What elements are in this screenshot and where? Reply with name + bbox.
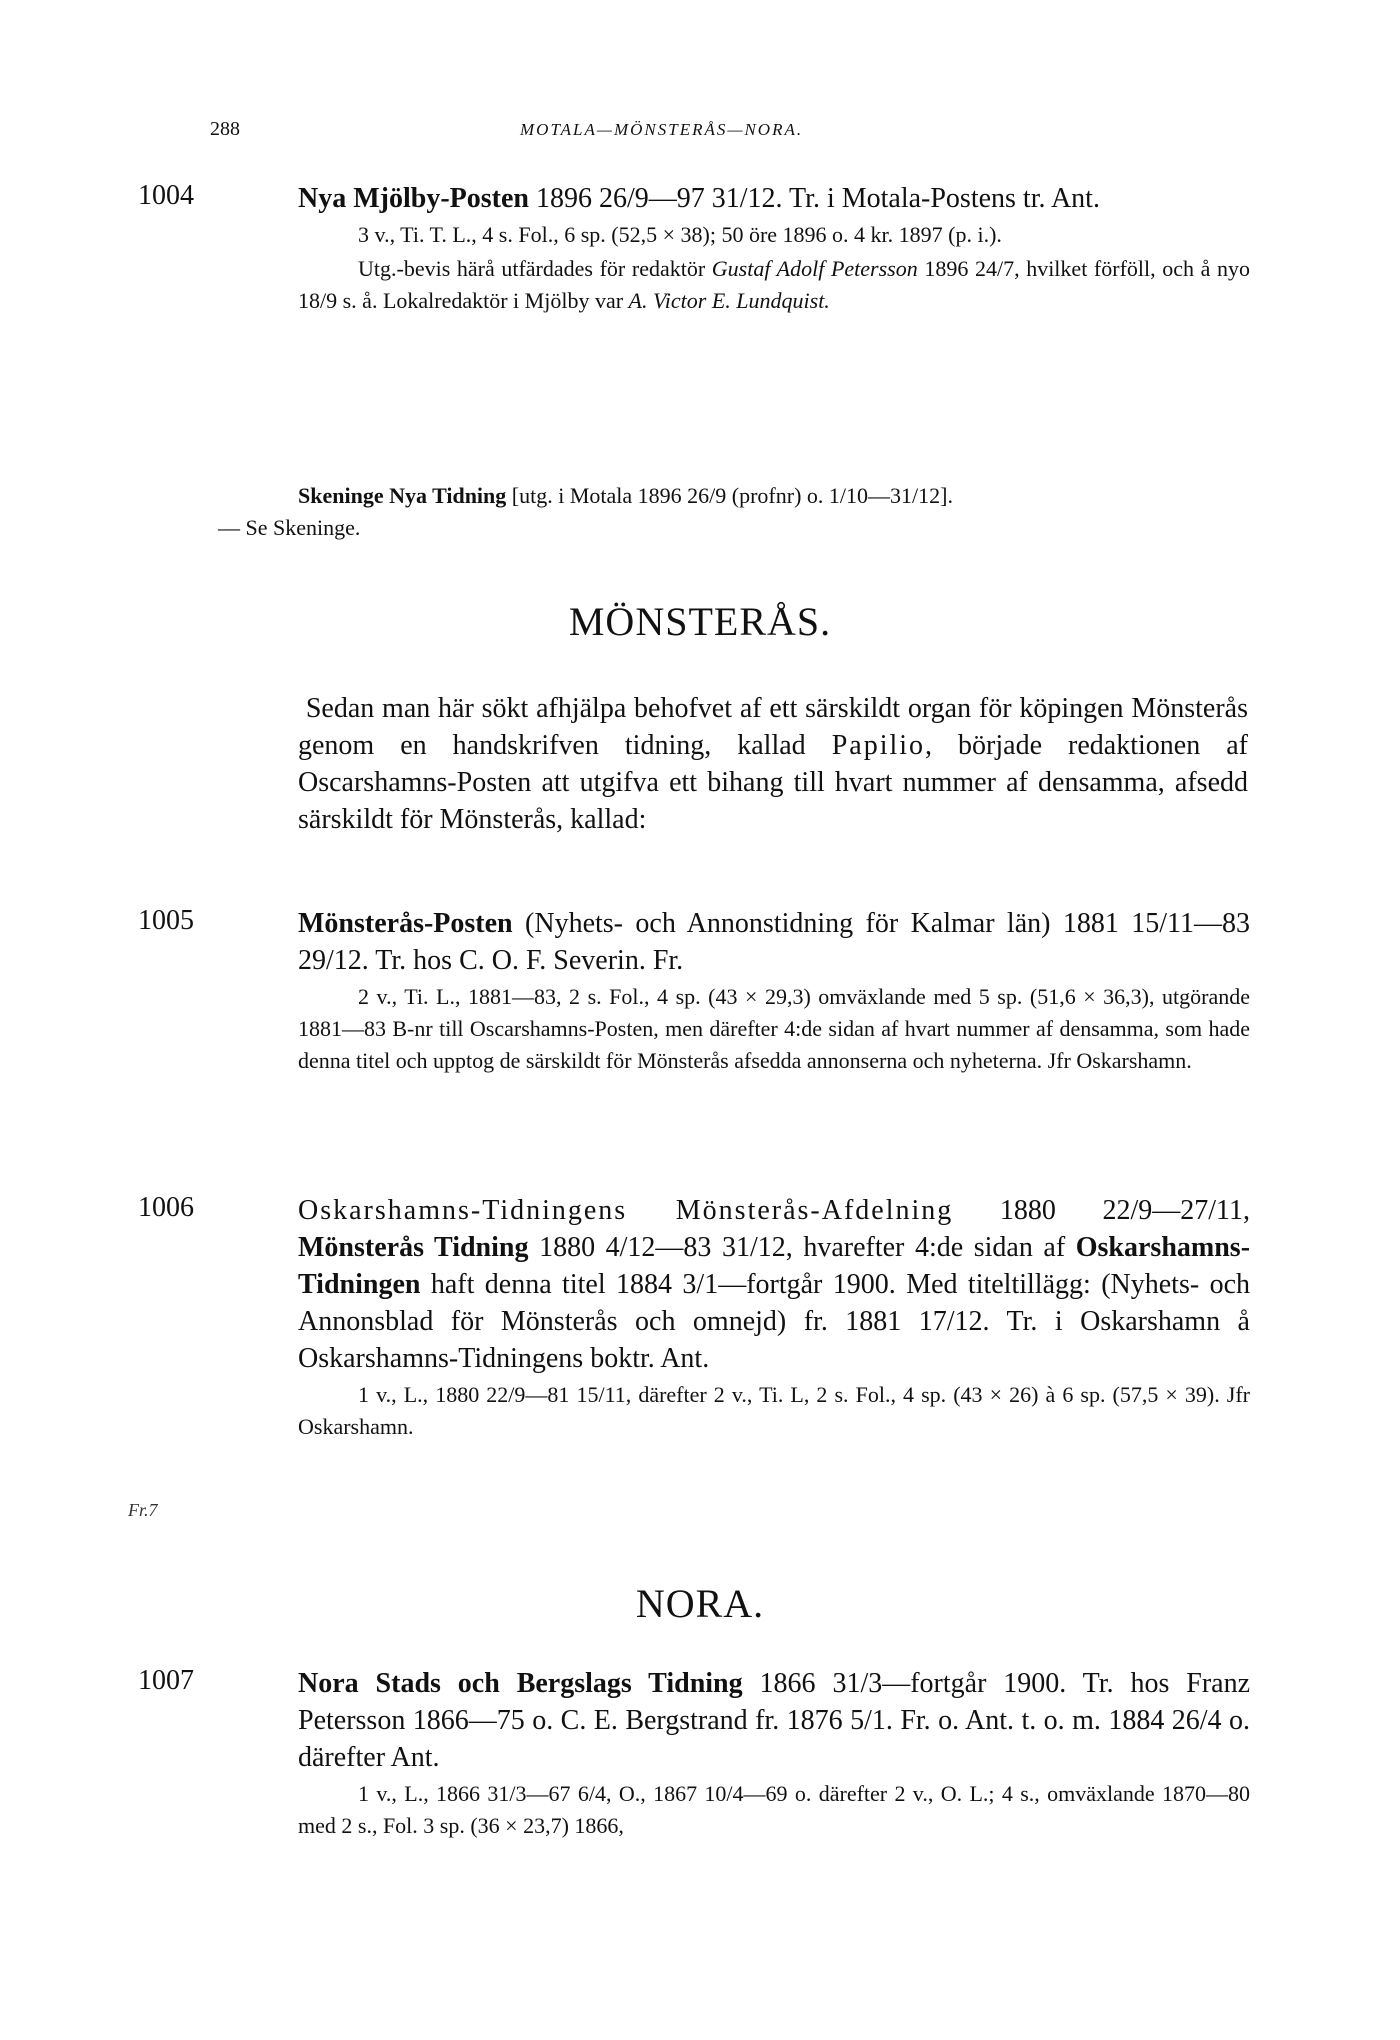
xref-see: — Se Skeninge. (218, 515, 361, 540)
entry-1007 (138, 1665, 1250, 1842)
xref-rest: [utg. i Motala 1896 26/9 (profnr) o. 1/10—31/12]. (511, 483, 953, 508)
intro-text: , började redaktionen af Oscarshamns-Posten att utgifva ett bihang till hvart nummer af densamma, afsedd särskildt för Mönsterås, kallad: (298, 730, 1248, 835)
entry-1005 (138, 905, 1250, 1077)
section-intro (298, 690, 1248, 838)
note-text: 1896 24/7, hvilket förföll, och å nyo 18/9 s. å. Lokalredaktör i Mjölby var (298, 256, 1251, 313)
entry-rest: haft denna titel 1884 3/1—fortgår 1900. Med titeltillägg: (Nyhets- och Annonsblad för Mönsterås och omnejd) fr. 1881 17/12. Tr. i Oskarshamn å Oskarshamns-Tidningens boktr. Ant. (298, 1269, 1250, 1374)
entry-title: Nya Mjölby-Posten (298, 183, 529, 214)
entry-1004 (138, 180, 1250, 317)
entry-detail: 1 v., L., 1866 31/3—67 6/4, O., 1867 10/4—69 o. därefter 2 v., O. L.; 4 s., omväxlande 1870—80 med 2 s., Fol. 3 sp. (36 × 23,7) 1866, (298, 1781, 1250, 1838)
note-text: Utg.-bevis härå utfärdades för redaktör (358, 256, 712, 281)
entry-title: Oskarshamns-Tidningens Mönsterås-Afdelning (298, 1195, 954, 1226)
entry-title: Nora Stads och Bergslags Tidning (298, 1668, 743, 1699)
section-heading-nora: NORA. (635, 1581, 765, 1626)
entry-lead (298, 180, 1250, 217)
margin-annotation: Fr.7 (128, 1500, 158, 1520)
entry-number: 1006 (138, 1192, 194, 1223)
entry-title: Mönsterås-Posten (298, 908, 513, 939)
entry-number: 1007 (138, 1665, 194, 1696)
entry-note (298, 253, 1250, 317)
entry-1006 (138, 1192, 1250, 1443)
page-number: 288 (210, 118, 240, 140)
entry-lead (298, 1192, 1250, 1377)
entry-title-alt: Oskarshamns-Tidningen (298, 1232, 1251, 1300)
running-title: MOTALA—MÖNSTERÅS—NORA. (520, 120, 804, 139)
intro-name: Papilio (831, 730, 926, 761)
entry-detail: 2 v., Ti. L., 1881—83, 2 s. Fol., 4 sp. (43 × 29,3) omväxlande med 5 sp. (51,6 × 36,3), utgörande 1881—83 B-nr till Oscarshamns-Posten, men därefter 4:de sidan af hvart nummer af densamma, som hade denna titel och upptog de särskildt för Mönsterås afsedda annonserna och nyheterna. Jfr Oskarshamn. (298, 984, 1250, 1073)
entry-dates: 1896 26/9—97 31/12. (535, 183, 783, 214)
editor-name: Gustaf Adolf Petersson (711, 256, 918, 281)
section-heading-monsteras: MÖNSTERÅS. (568, 599, 832, 644)
entry-title-alt: Mönsterås Tidning (298, 1232, 529, 1263)
page-header (210, 118, 970, 148)
entry-detail: 1 v., L., 1880 22/9—81 15/11, därefter 2 v., Ti. L, 2 s. Fol., 4 sp. (43 × 26) à 6 sp. (57,5 × 39). Jfr Oskarshamn. (298, 1382, 1250, 1439)
entry-number: 1005 (138, 905, 194, 936)
entry-lead (298, 905, 1250, 979)
intro-text: Sedan man här sökt afhjälpa behofvet af ett särskildt organ för köpingen Mönsterås genom en handskrifven tidning, kallad (298, 693, 1249, 761)
entry-lead (298, 1665, 1250, 1776)
entry-rest: Tr. i Motala-Postens tr. Ant. (789, 183, 1100, 214)
entry-rest: 1880 22/9—27/11, (999, 1195, 1250, 1226)
cross-reference (218, 480, 1258, 544)
xref-title: Skeninge Nya Tidning (298, 483, 507, 508)
entry-rest: 1866 31/3—fortgår 1900. Tr. hos Franz Petersson 1866—75 o. C. E. Bergstrand fr. 1876 5/1. Fr. o. Ant. t. o. m. 1884 26/4 o. därefter Ant. (298, 1668, 1251, 1773)
entry-rest: 1880 4/12—83 31/12, hvarefter 4:de sidan af (528, 1232, 1076, 1263)
entry-number: 1004 (138, 180, 194, 211)
local-editor-name: A. Victor E. Lundquist. (628, 288, 830, 313)
entry-detail: 3 v., Ti. T. L., 4 s. Fol., 6 sp. (52,5 × 38); 50 öre 1896 o. 4 kr. 1897 (p. i.). (358, 222, 1002, 247)
entry-rest: (Nyhets- och Annonstidning för Kalmar län) 1881 15/11—83 29/12. Tr. hos C. O. F. Severin. Fr. (298, 908, 1250, 976)
